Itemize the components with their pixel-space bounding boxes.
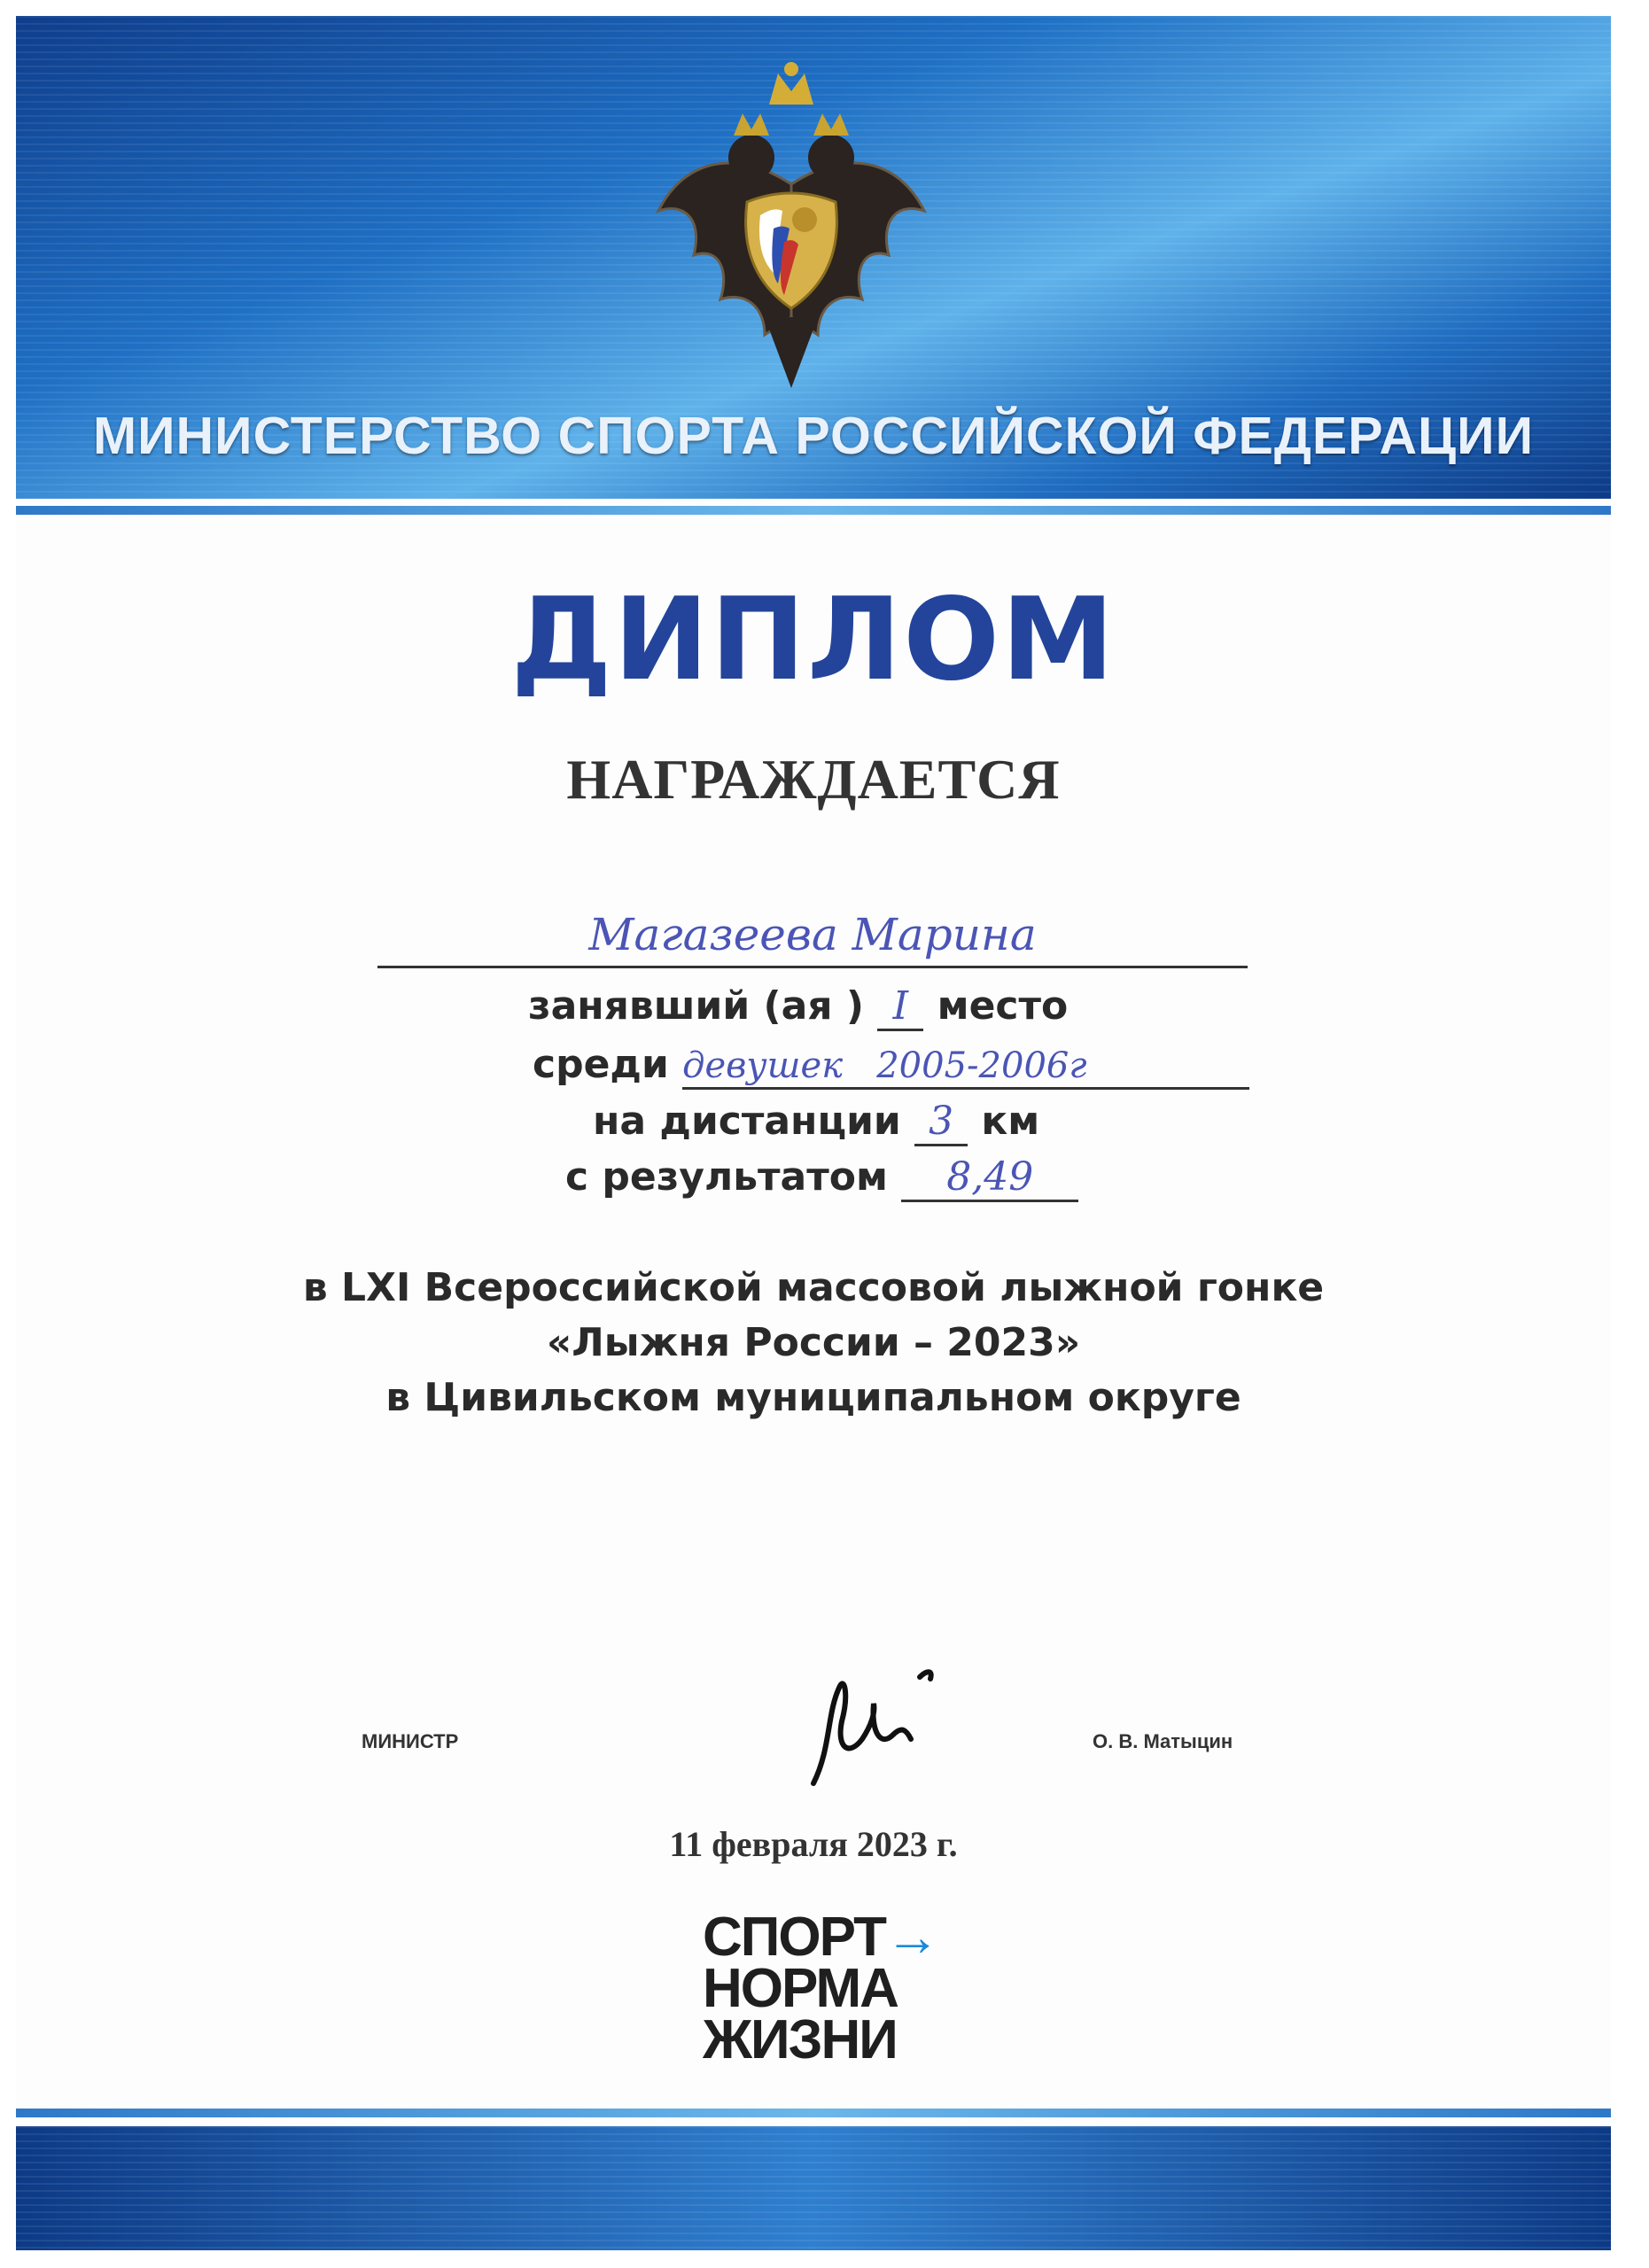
double-headed-eagle-emblem <box>632 51 951 406</box>
distance-prefix: на дистанции <box>593 1099 901 1144</box>
among-prefix: среди <box>533 1042 669 1087</box>
among-value: девушек 2005-2006г <box>682 1045 1087 1086</box>
recipient-name: Магазеева Марина <box>588 909 1037 960</box>
event-line-3: в Цивильском муниципальном округе <box>385 1375 1241 1420</box>
distance-line <box>593 1099 1039 1146</box>
place-prefix: занявший (ая ) <box>528 983 864 1029</box>
footer-banner <box>16 2126 1611 2250</box>
place-blank <box>877 983 923 1031</box>
awarded-label: НАГРАЖДАЕТСЯ <box>566 748 1061 811</box>
banner-divider <box>16 506 1611 515</box>
award-date: 11 февраля 2023 г. <box>669 1824 958 1864</box>
recipient-name-field <box>377 911 1248 968</box>
place-line <box>528 983 1068 1031</box>
header-banner <box>16 16 1611 499</box>
minister-label: МИНИСТР <box>362 1730 459 1752</box>
sport-norm-of-life-logo <box>703 1907 938 2070</box>
distance-blank <box>914 1099 968 1146</box>
logo-line-1: СПОРТ <box>703 1907 885 1968</box>
result-line <box>565 1154 1078 1202</box>
distance-value: 3 <box>929 1099 954 1144</box>
place-suffix: место <box>937 983 1069 1029</box>
place-value: I <box>892 983 908 1029</box>
logo-line-2: НОРМА <box>703 1958 898 2019</box>
distance-suffix: км <box>981 1099 1040 1144</box>
diploma-sheet <box>16 16 1611 2250</box>
minister-name: О. В. Матыцин <box>1093 1730 1233 1752</box>
diploma-title: ДИПЛОМ <box>510 574 1116 706</box>
minister-signature <box>778 1659 955 1792</box>
ministry-name: МИНИСТЕРСТВО СПОРТА РОССИЙСКОЙ ФЕДЕРАЦИИ <box>93 407 1534 465</box>
result-value: 8,49 <box>946 1154 1034 1200</box>
footer-divider <box>16 2109 1611 2117</box>
event-line-2: «Лыжня России – 2023» <box>546 1320 1081 1365</box>
event-line-1: в LXI Всероссийской массовой лыжной гонке <box>302 1265 1325 1310</box>
logo-line-3: ЖИЗНИ <box>703 2009 897 2070</box>
result-prefix: с результатом <box>565 1154 888 1200</box>
among-line <box>533 1042 1249 1090</box>
result-blank <box>901 1154 1078 1202</box>
arrow-icon: → <box>884 1907 938 1968</box>
among-blank <box>682 1042 1249 1090</box>
